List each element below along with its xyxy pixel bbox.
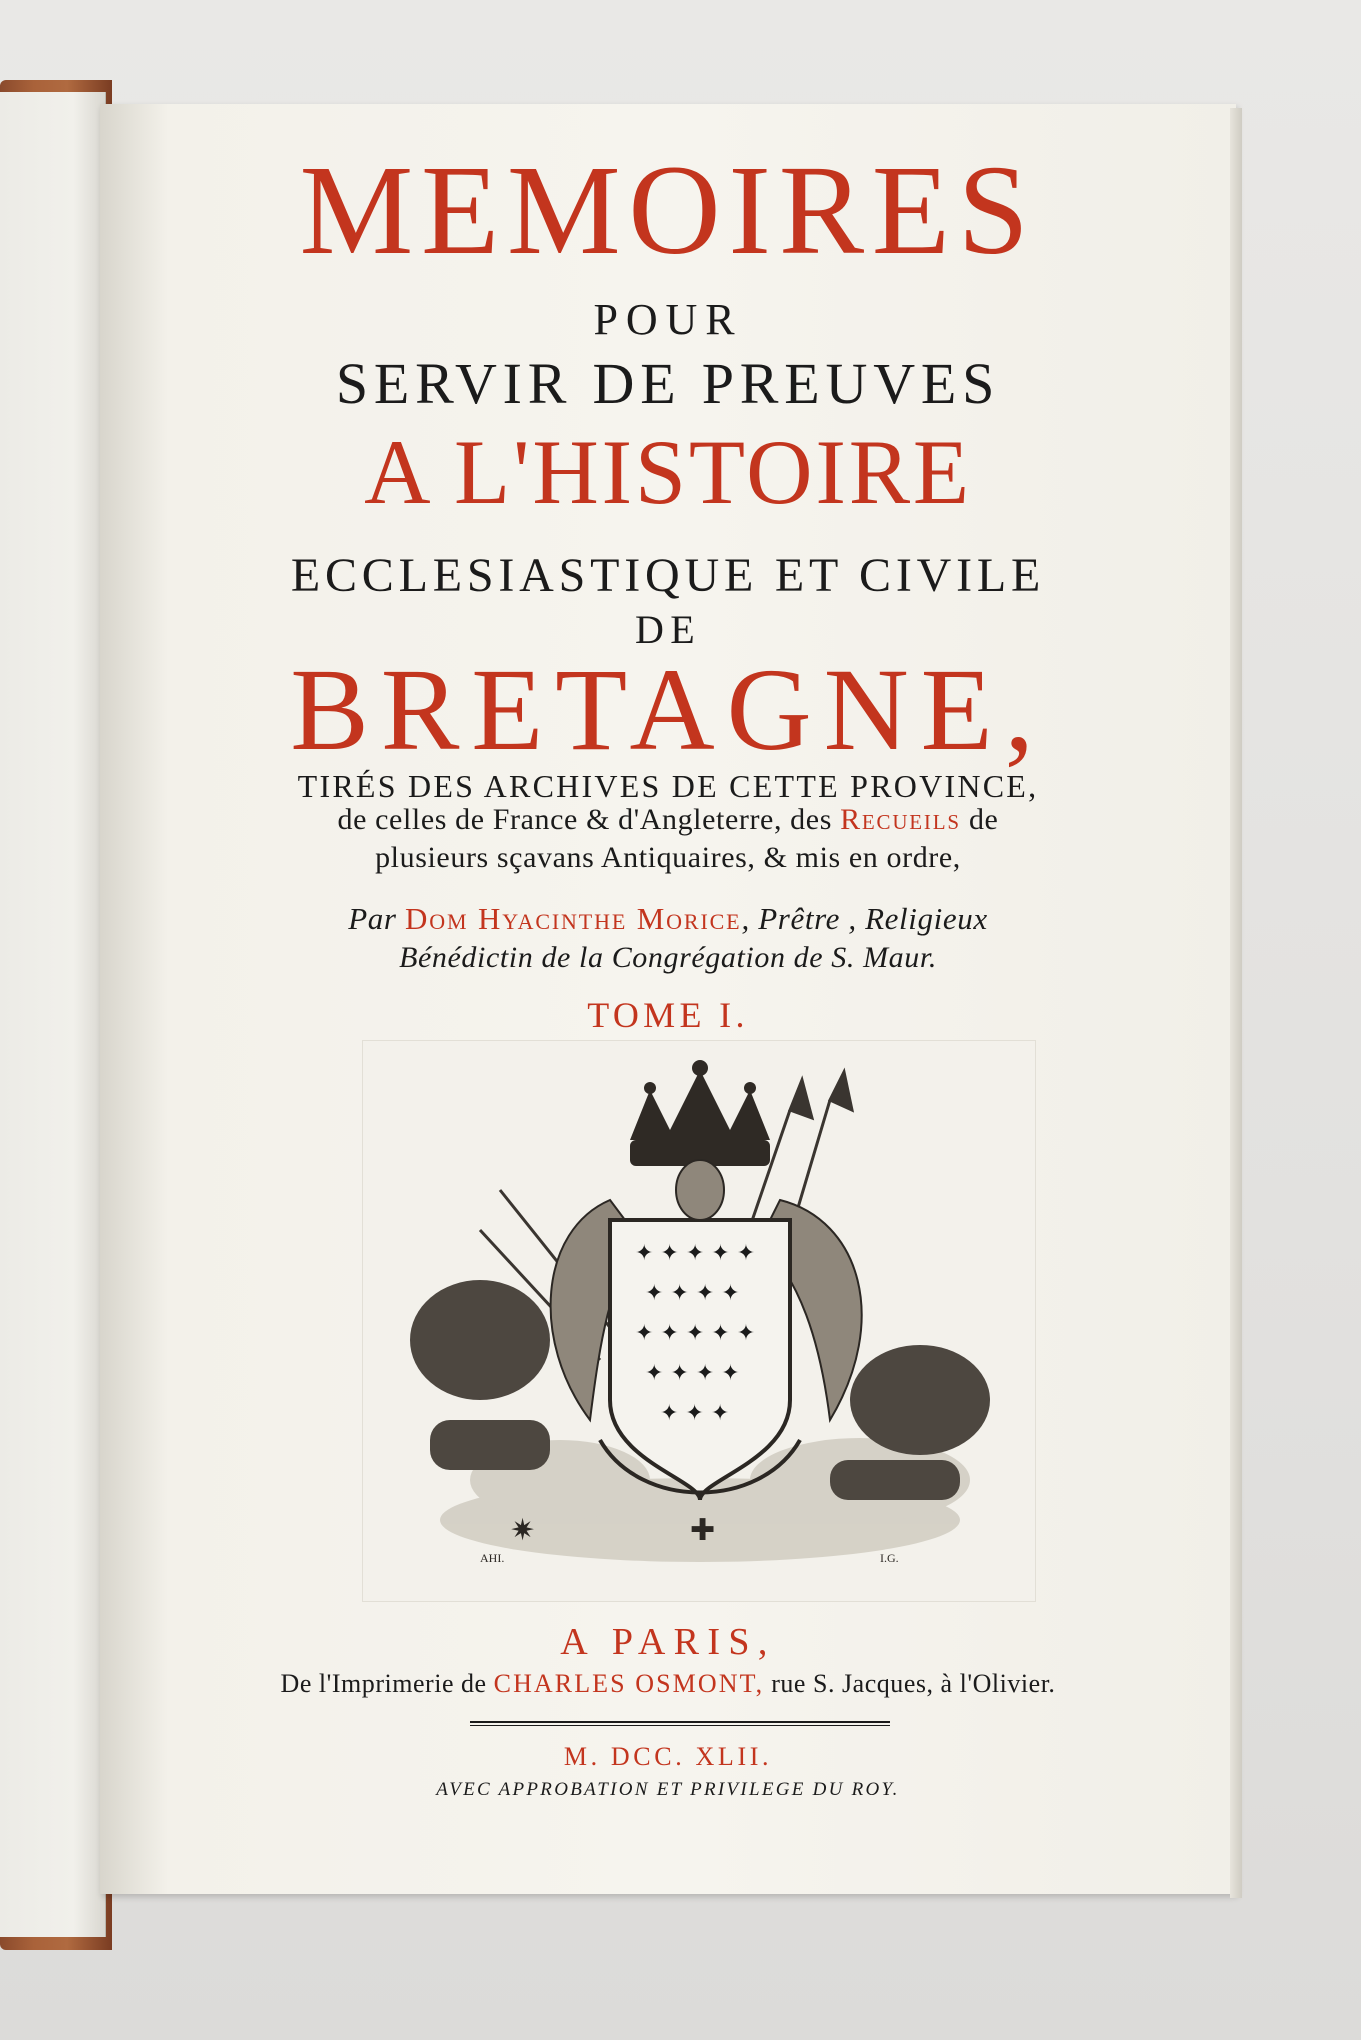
publication-year: M. DCC. XLII. [563,1742,773,1771]
svg-text:✦ ✦ ✦: ✦ ✦ ✦ [660,1401,730,1426]
line-tires: TIRÉS DES ARCHIVES DE CETTE PROVINCE, [297,768,1039,804]
author-name: Dom Hyacinthe Morice [405,901,742,936]
line-plusieurs: plusieurs sçavans Antiquaires, & mis en ordre, [375,841,961,874]
svg-text:✦ ✦ ✦ ✦ ✦: ✦ ✦ ✦ ✦ ✦ [635,1241,756,1266]
facing-page [0,92,106,1937]
engraving-signature-right: I.G. [880,1551,899,1565]
line-servir: SERVIR DE PREUVES [335,351,1001,416]
celles-text-b: de [968,803,999,836]
par-word: Par [348,901,397,936]
line-pour: POUR [593,295,743,344]
line-celles [100,802,1236,838]
printer-name: CHARLES OSMONT, [493,1669,765,1698]
coat-of-arms-icon [360,1040,1040,1600]
title-memoires: MEMOIRES [299,139,1037,281]
svg-text:✦ ✦ ✦ ✦ ✦: ✦ ✦ ✦ ✦ ✦ [635,1321,756,1346]
celles-text-a: de celles de France & d'Angleterre, des [337,803,832,836]
imprimerie-text-b: rue S. Jacques, à l'Olivier. [771,1669,1056,1698]
line-imprimerie [100,1668,1236,1700]
line-benedictin: Bénédictin de la Congrégation de S. Maur. [399,941,937,974]
line-de: DE [634,607,702,652]
svg-text:✷: ✷ [510,1513,536,1548]
place-paris: A PARIS, [560,1621,776,1663]
line-author [100,900,1236,938]
imprimerie-text-a: De l'Imprimerie de [280,1669,487,1698]
author-role: , Prêtre , Religieux [741,901,988,936]
svg-text:✦ ✦ ✦ ✦: ✦ ✦ ✦ ✦ [645,1361,740,1386]
line-approbation: AVEC APPROBATION ET PRIVILEGE DU ROY. [436,1779,900,1800]
ornamental-rule [470,1720,890,1728]
tome-label: TOME I. [587,995,749,1035]
svg-text:✚: ✚ [690,1513,716,1548]
engraving-signature-left: AHI. [480,1551,505,1565]
svg-text:✦ ✦ ✦ ✦: ✦ ✦ ✦ ✦ [645,1281,740,1306]
line-histoire: A L'HISTOIRE [364,421,972,523]
celles-recueils: Recueils [840,803,961,836]
title-bretagne: BRETAGNE, [290,644,1046,775]
line-ecclesiastique: ECCLESIASTIQUE ET CIVILE [290,549,1046,602]
